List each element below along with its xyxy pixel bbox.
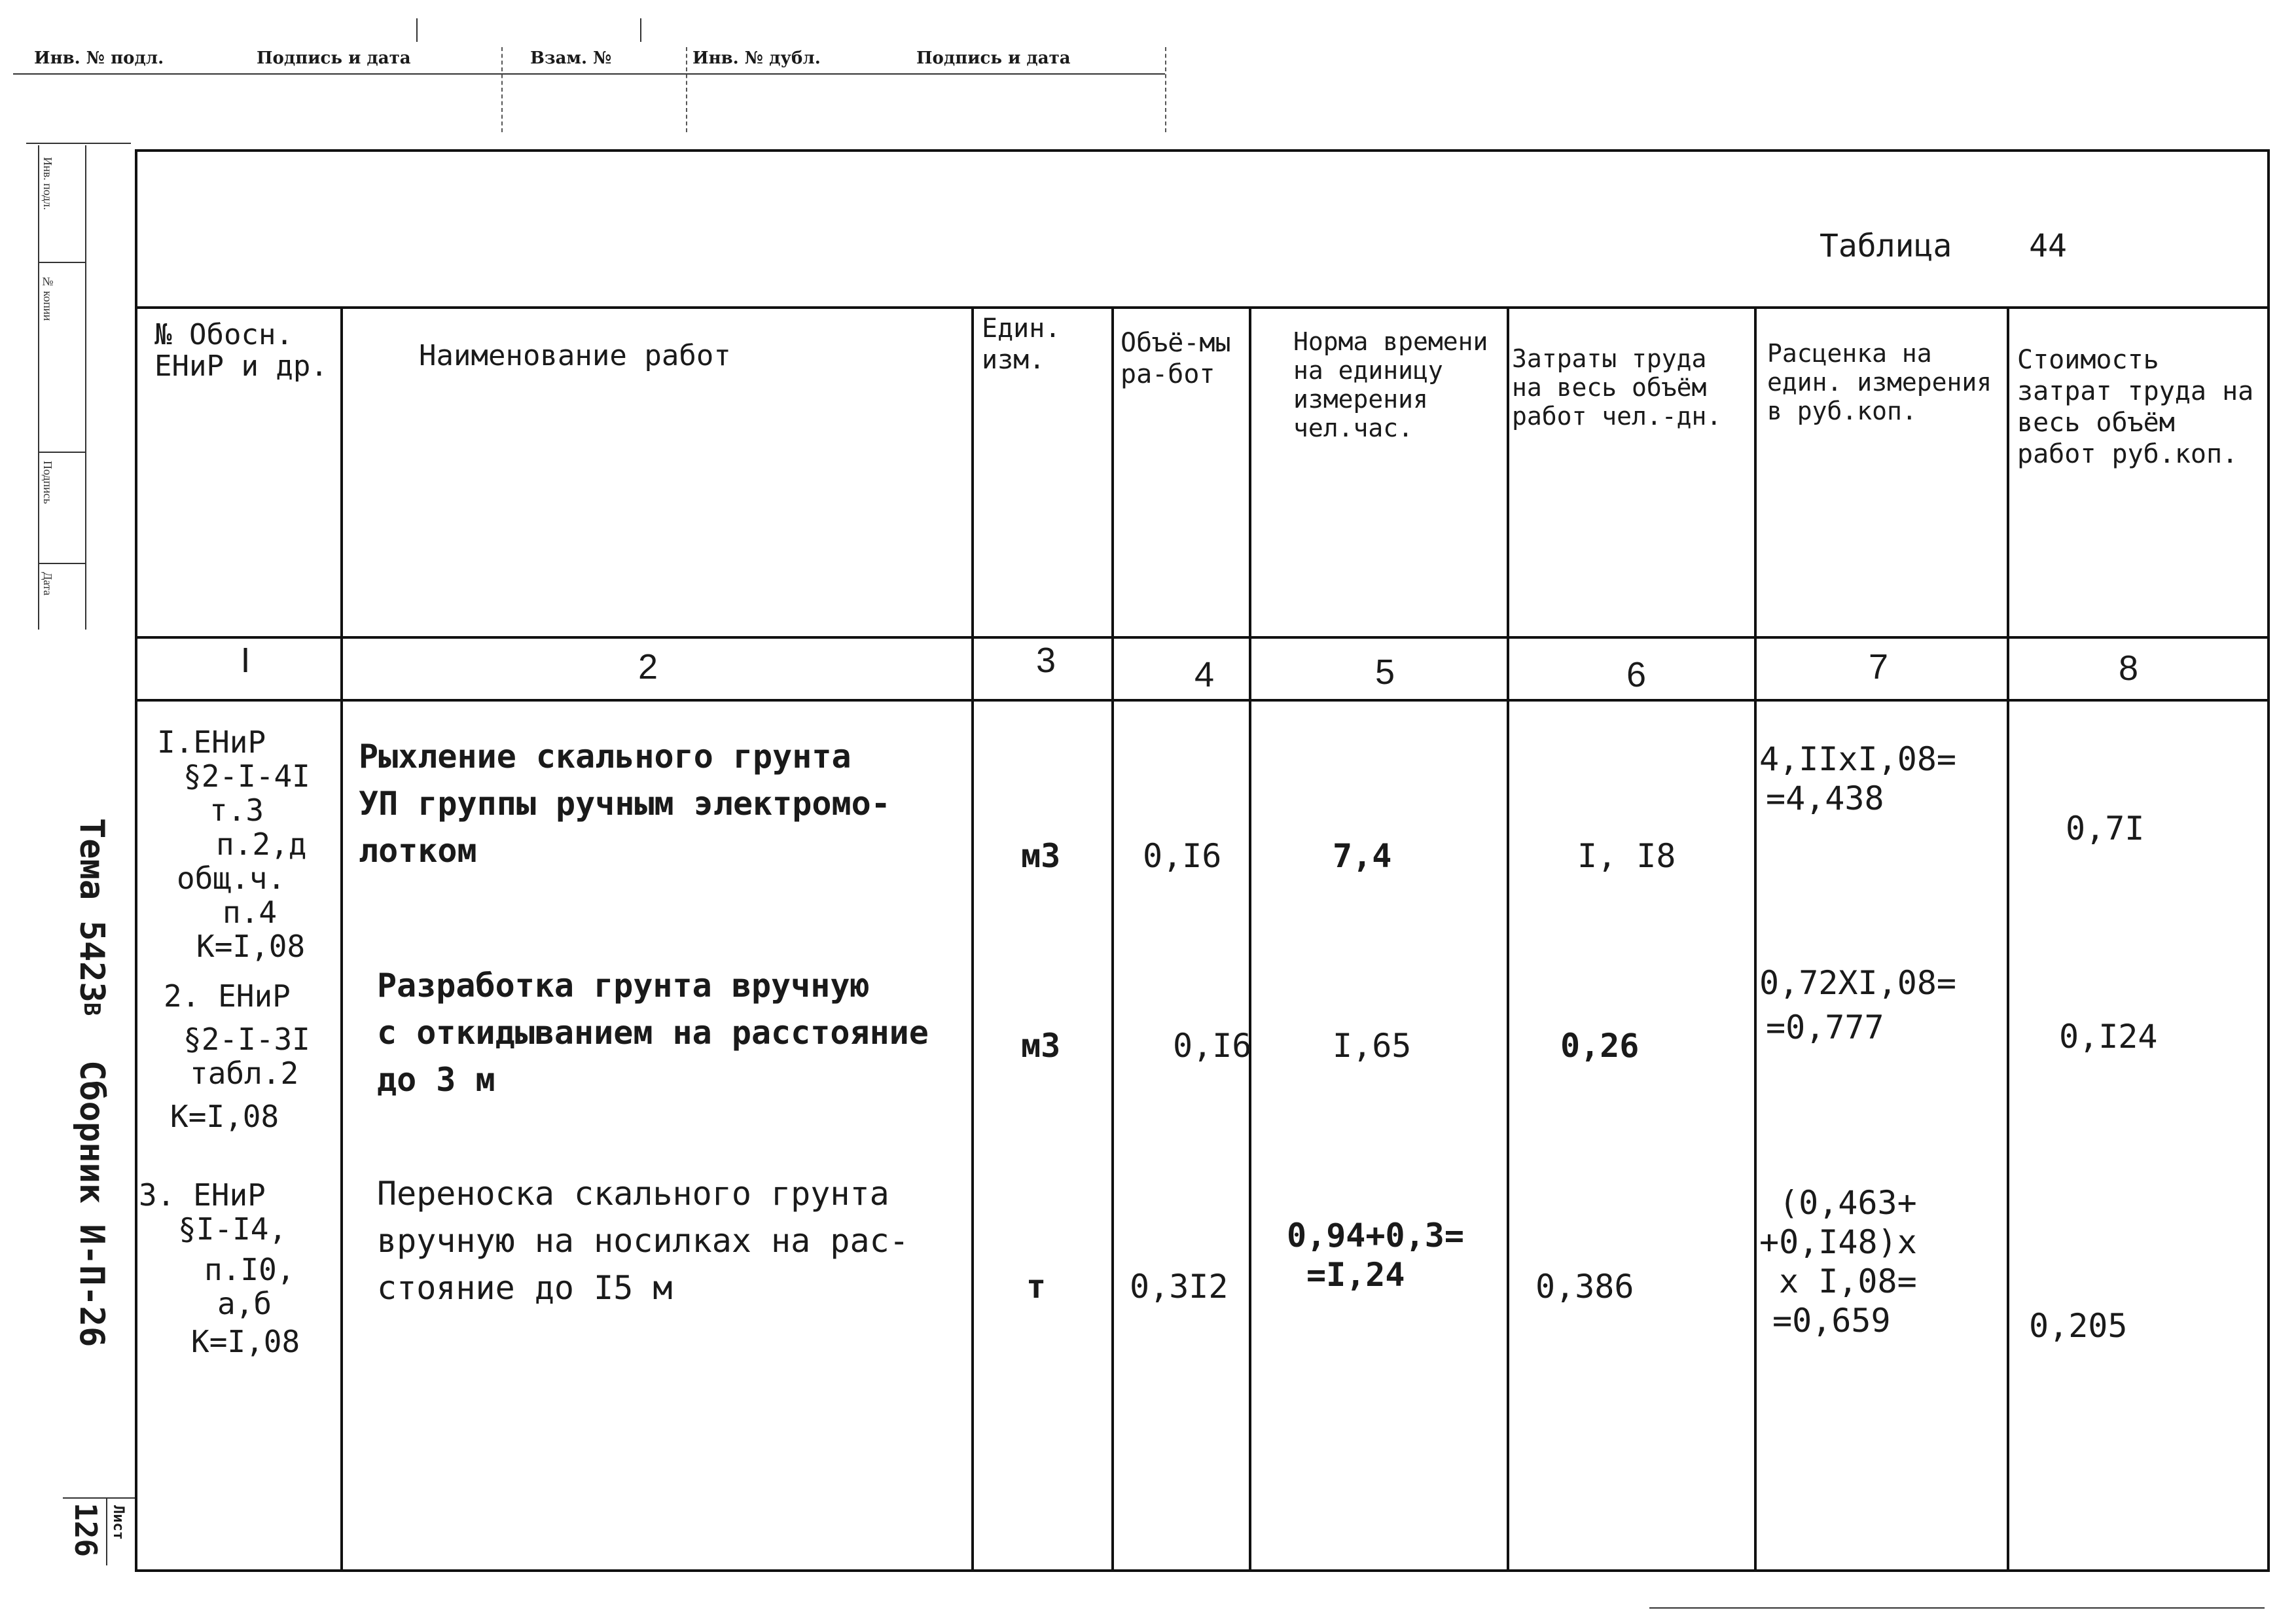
row3-rate-line: (0,463+ (1779, 1184, 1917, 1222)
row3-volume: 0,3I2 (1130, 1268, 1229, 1306)
row1-ref-line: §2-I-4I (183, 758, 310, 794)
col-sep-5 (1507, 306, 1509, 1571)
row1-unit: м3 (1021, 837, 1061, 875)
row2-name-line: до 3 м (377, 1061, 495, 1099)
row2-volume: 0,I6 (1173, 1027, 1252, 1065)
list-label: Лист (110, 1505, 126, 1540)
row1-ref-line: общ.ч. (177, 861, 286, 896)
row3-ref-line: К=I,08 (191, 1324, 300, 1359)
row2-ref-line: табл.2 (190, 1056, 299, 1091)
row3-rate-line: =0,659 (1772, 1302, 1891, 1340)
row3-ref-line: 3. ЕНиР (139, 1177, 266, 1213)
row2-rate (1759, 963, 1956, 1047)
frame-top (135, 149, 2270, 152)
row2-ref-line: 2. ЕНиР (164, 978, 291, 1014)
stamp-divider-3 (1165, 47, 1166, 132)
row3-labor: 0,386 (1535, 1268, 1634, 1306)
margin-line-b (85, 145, 86, 630)
row2-rate-line: 0,72XI,08= (1759, 964, 1957, 1002)
frame-left (135, 149, 137, 1571)
header-col-8: Стоимость затрат труда на весь объём работ руб.коп. (2017, 345, 2254, 469)
row1-norm: 7,4 (1333, 837, 1392, 875)
table-title (1820, 228, 2067, 264)
header-col-4: Объё-мы ра-бот (1121, 328, 1231, 389)
margin-sep-2 (38, 452, 85, 453)
col-sep-3 (1111, 306, 1114, 1571)
row3-rate (1759, 1183, 1917, 1340)
row3-ref-line: §I-I4, (178, 1211, 287, 1247)
row2-name-line: с откидыванием на расстояние (377, 1014, 929, 1052)
frame-bottom (135, 1569, 2270, 1572)
list-box-top (63, 1497, 135, 1499)
stamp-divider-2 (686, 47, 687, 132)
row2-ref (164, 979, 310, 1133)
col-sep-2 (971, 306, 974, 1571)
stamp-podpis-data-1: Подпись и дата (257, 48, 411, 68)
stamp-podpis-data-2: Подпись и дата (916, 48, 1071, 68)
row1-name-line: УП группы ручным электромо- (359, 785, 891, 823)
row3-name-line: стояние до I5 м (377, 1269, 673, 1307)
row3-norm-line: 0,94+0,3= (1287, 1217, 1464, 1255)
row2-norm: I,65 (1333, 1027, 1412, 1065)
row1-rate-line: =4,438 (1766, 779, 1884, 817)
footer-rule (1649, 1607, 2265, 1609)
row3-ref (139, 1178, 300, 1359)
side-tema-sup: В (79, 1002, 105, 1016)
colnum-3: 3 (1035, 641, 1056, 680)
row1-ref-line: I.ЕНиР (157, 724, 266, 760)
row1-ref (157, 725, 310, 963)
row3-cost: 0,205 (2029, 1307, 2128, 1345)
stamp-inv-dubl: Инв. № дубл. (692, 48, 821, 68)
margin-sep-1 (38, 262, 85, 263)
row1-name-line: Рыхление скального грунта (359, 738, 852, 776)
list-number: 126 (68, 1503, 103, 1558)
row3-name-line: Переноска скального грунта (377, 1175, 889, 1213)
margin-sep-3 (38, 563, 85, 564)
colnum-1: I (240, 641, 251, 680)
stamp-vzam: Взам. № (530, 48, 612, 68)
row2-unit: м3 (1021, 1027, 1061, 1065)
stamp-tick-2 (640, 18, 641, 42)
row3-norm-line: =I,24 (1306, 1256, 1405, 1294)
row3-rate-line: +0,I48)x (1759, 1223, 1917, 1261)
row1-ref-line: п.2,д (216, 827, 307, 862)
row3-name-line: вручную на носилках на рас- (377, 1222, 909, 1260)
row2-ref-line: К=I,08 (170, 1099, 279, 1134)
colnum-4: 4 (1194, 655, 1215, 694)
rule-header-top (135, 306, 2270, 309)
row3-ref-line: п.I0, (204, 1252, 295, 1287)
stamp-underline (13, 73, 1165, 75)
side-tema-text: Тема 5423 (72, 818, 111, 1003)
row3-name (377, 1174, 909, 1308)
margin-top-line (26, 143, 131, 144)
header-col-3: Един. изм. (982, 313, 1061, 375)
row1-ref-line: т.3 (209, 793, 264, 828)
colnum-2: 2 (637, 647, 658, 687)
row3-rate-line: x I,08= (1779, 1262, 1917, 1300)
margin-label-2: № копии (41, 275, 54, 321)
list-box-divider (106, 1497, 107, 1565)
colnum-5: 5 (1374, 652, 1395, 692)
table-title-label: Таблица (1820, 228, 1952, 264)
row1-volume: 0,I6 (1143, 837, 1222, 875)
header-col-5: Норма времени на единицу измерения чел.час. (1293, 327, 1488, 442)
colnum-6: 6 (1626, 655, 1647, 694)
stamp-inv-podl: Инв. № подл. (34, 48, 164, 68)
side-sbornik: Сборник И-П-26 (72, 1060, 111, 1347)
row1-rate (1759, 740, 1956, 818)
col-sep-7 (2007, 306, 2009, 1571)
row2-ref-line: §2-I-3I (183, 1022, 310, 1057)
stamp-divider-1 (501, 47, 503, 132)
row3-norm (1287, 1216, 1464, 1294)
margin-line-a (38, 145, 39, 630)
row3-ref-line: а,б (217, 1286, 272, 1321)
side-tema (72, 818, 111, 1016)
row2-name (377, 966, 929, 1099)
header-col-7: Расценка на един. измерения в руб.коп. (1767, 339, 1992, 425)
row2-rate-line: =0,777 (1766, 1008, 1884, 1046)
header-col-6: Затраты труда на весь объём работ чел.-дн. (1512, 344, 1722, 431)
margin-label-1: Инв. подл. (41, 157, 54, 210)
colnum-7: 7 (1868, 647, 1889, 687)
row2-name-line: Разработка грунта вручную (377, 967, 870, 1005)
row1-name (359, 737, 891, 870)
col-sep-6 (1754, 306, 1757, 1571)
frame-right (2267, 149, 2270, 1571)
row1-labor: I, I8 (1577, 837, 1676, 875)
row1-rate-line: 4,IIxI,08= (1759, 740, 1957, 778)
col-sep-4 (1249, 306, 1251, 1571)
row2-cost: 0,I24 (2059, 1018, 2158, 1056)
margin-label-3: Подпись (41, 461, 54, 505)
row1-cost: 0,7I (2066, 810, 2145, 847)
colnum-8: 8 (2118, 649, 2139, 688)
margin-label-4: Дата (41, 572, 54, 596)
header-col-2: Наименование работ (419, 339, 731, 372)
row2-labor: 0,26 (1560, 1027, 1640, 1065)
stamp-tick-1 (416, 18, 418, 42)
row1-ref-line: п.4 (223, 895, 278, 930)
row1-name-line: лотком (359, 832, 477, 870)
row1-ref-line: К=I,08 (196, 929, 306, 964)
table-title-number: 44 (2029, 228, 2067, 264)
rule-header-bottom (135, 636, 2270, 639)
header-col-1: № Обосн. ЕНиР и др. (154, 318, 328, 383)
col-sep-1 (340, 306, 343, 1571)
rule-colnum-bottom (135, 699, 2270, 702)
row3-unit: т (1026, 1268, 1047, 1306)
